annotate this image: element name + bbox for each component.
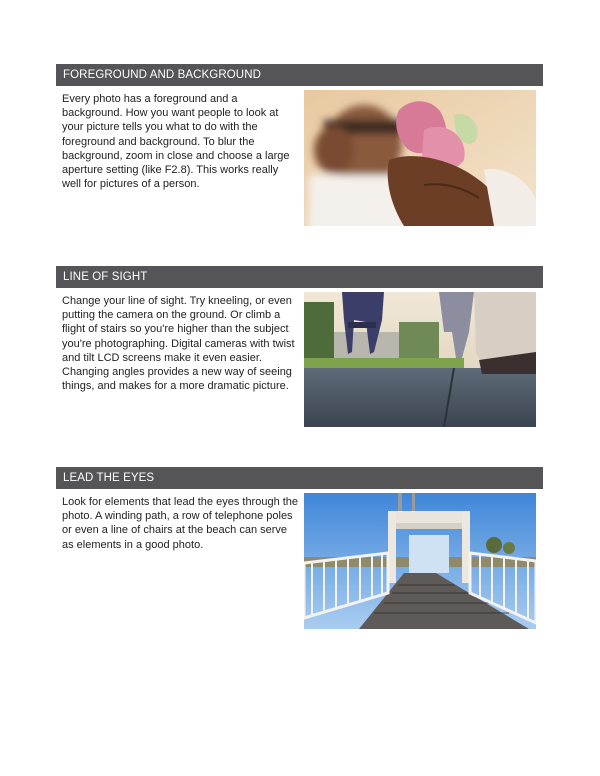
section-body: Change your line of sight. Try kneeling, or even putting the camera on the ground. Or climb a flight of stairs so you're higher than the subject you're photographing. Digital cameras with twist and tilt LCD screens make it even easier. Changing angles provides a new way of seeing things, and makes for a more dramatic picture. — [62, 295, 295, 393]
section-body: Every photo has a foreground and a background. How you want people to look at your picture tells you what to do with the foreground and background. To blur the background, zoom in close and choose a large aperture setting (like F2.8). This works really well for pictures of a person. — [62, 93, 290, 191]
section-line-of-sight — [56, 266, 543, 393]
photo-flower-hands — [304, 90, 536, 226]
section-body: Look for elements that lead the eyes through the photo. A winding path, a row of telephone poles or even a line of chairs at the beach can serve as elements in a good photo. — [62, 496, 299, 551]
section-title: LEAD THE EYES — [56, 467, 543, 489]
section-foreground-background — [56, 64, 543, 191]
section-lead-the-eyes — [56, 467, 543, 551]
section-title: FOREGROUND AND BACKGROUND — [56, 64, 543, 86]
photo-ground-level-street — [304, 292, 536, 427]
section-title: LINE OF SIGHT — [56, 266, 543, 288]
photo-footbridge-path — [304, 493, 536, 629]
